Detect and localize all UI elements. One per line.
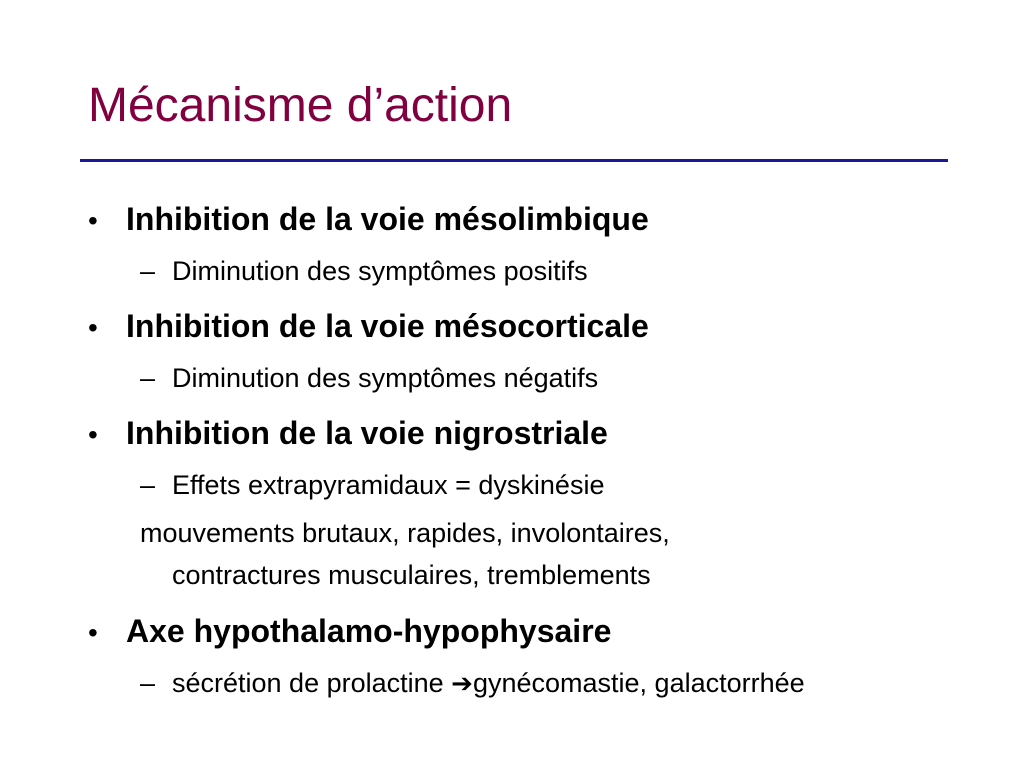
bullet-icon: • xyxy=(88,419,98,450)
sub-item-text-part-1: sécrétion de prolactine xyxy=(172,668,452,698)
sub-item-2-1 xyxy=(140,361,598,395)
slide-title: Mécanisme d’action xyxy=(88,79,513,132)
right-arrow-icon: ➔ xyxy=(451,668,473,698)
bullet-text: Inhibition de la voie mésocorticale xyxy=(126,308,649,344)
sub-item-text: Diminution des symptômes négatifs xyxy=(172,363,599,393)
sub-item-1-1 xyxy=(140,254,588,288)
sub-item-4-1 xyxy=(140,666,805,700)
bullet-item-4 xyxy=(88,611,611,653)
dash-icon: – xyxy=(140,256,156,286)
dash-icon: – xyxy=(140,668,156,698)
sub-item-3-1 xyxy=(140,468,604,502)
bullet-item-1 xyxy=(88,199,649,241)
title-underline xyxy=(80,159,948,162)
bullet-icon: • xyxy=(88,205,98,236)
bullet-text: Axe hypothalamo-hypophysaire xyxy=(126,613,612,649)
sub-item-text: Effets extrapyramidaux = dyskinésie xyxy=(172,470,605,500)
sub-item-text-part-2: gynécomastie, galactorrhée xyxy=(472,668,805,698)
bullet-icon: • xyxy=(88,312,98,343)
bullet-text: Inhibition de la voie mésolimbique xyxy=(126,201,649,237)
bullet-item-2 xyxy=(88,306,649,348)
continuation-line-1: mouvements brutaux, rapides, involontaires, xyxy=(140,518,670,548)
dash-icon: – xyxy=(140,470,156,500)
bullet-text: Inhibition de la voie nigrostriale xyxy=(126,415,608,451)
dash-icon: – xyxy=(140,363,156,393)
continuation-line-2: contractures musculaires, tremblements xyxy=(172,560,651,590)
sub-item-text: Diminution des symptômes positifs xyxy=(172,256,588,286)
bullet-item-3 xyxy=(88,413,608,455)
bullet-icon: • xyxy=(88,617,98,648)
